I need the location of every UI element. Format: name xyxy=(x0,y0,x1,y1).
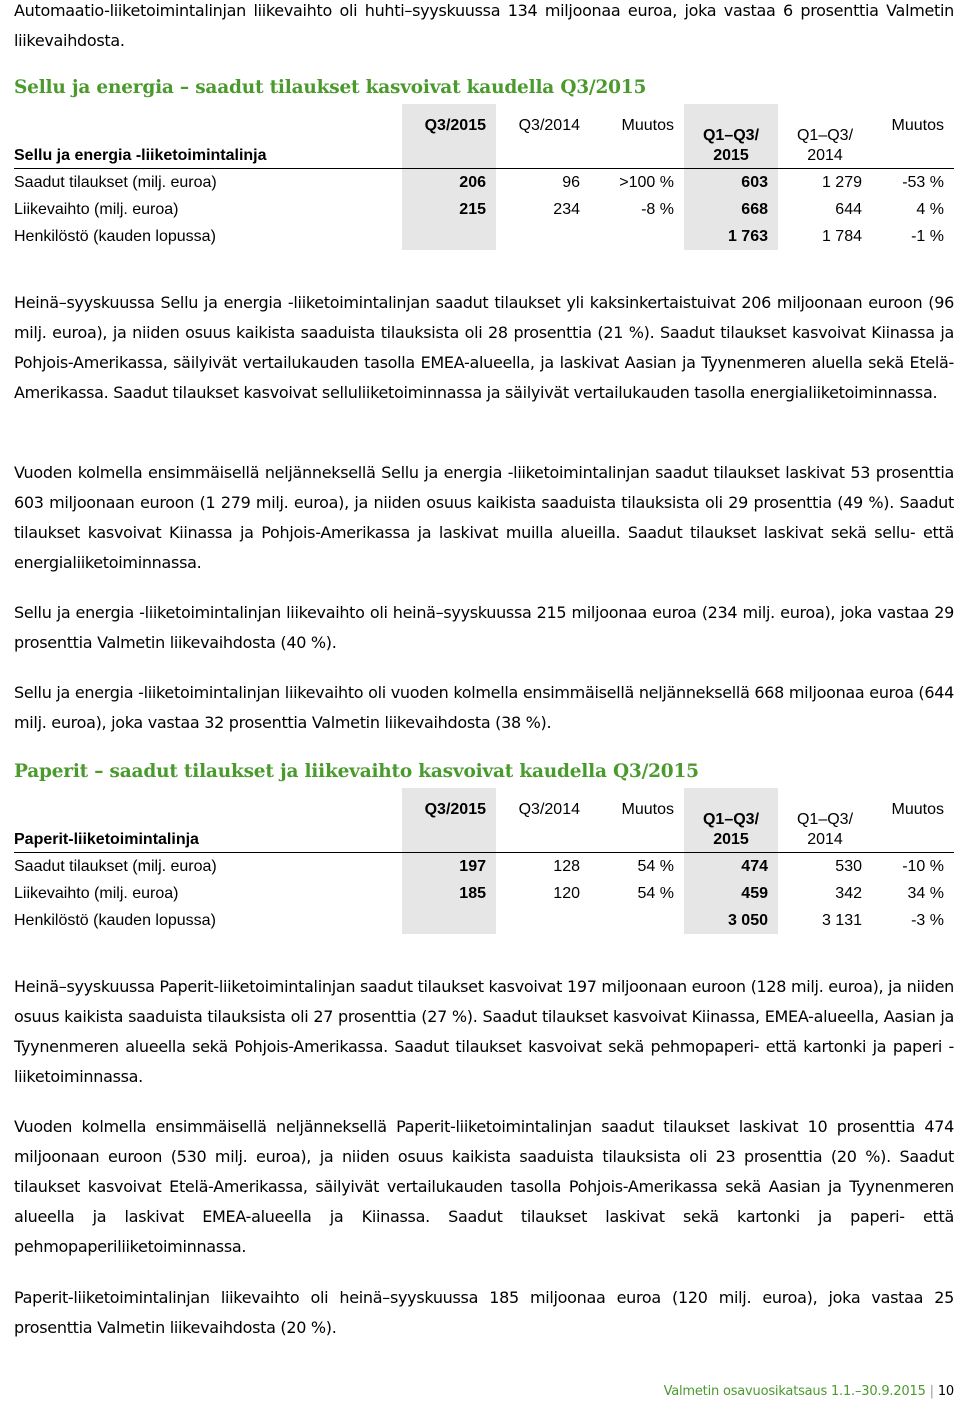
cell xyxy=(590,907,684,934)
section-heading-paperit: Paperit – saadut tilaukset ja liikevaihto kasvoivat kaudella Q3/2015 xyxy=(14,761,699,782)
cell: 3 050 xyxy=(684,907,778,934)
cell: 668 xyxy=(684,196,778,223)
table-row xyxy=(14,223,954,250)
page-footer xyxy=(14,1384,954,1399)
col-header: Q3/2014 xyxy=(518,117,580,134)
cell: 54 % xyxy=(590,853,684,881)
sellu-paragraph-2: Vuoden kolmella ensimmäisellä neljänneksellä Sellu ja energia -liiketoimintalinjan saadut tilaukset laskivat 53 prosenttia 603 miljoonaan euroon (1 279 milj. euroa), ja niiden osuus kaikista saaduista tilauksista oli 29 prosenttia (49 %). Saadut tilaukset kasvoivat Kiinassa ja Pohjois-Amerikassa ja laskivat muilla alueilla. Saadut tilaukset laskivat sekä sellu- että energialiiketoiminnassa. xyxy=(14,463,954,572)
col-header: Muutos xyxy=(621,117,674,134)
row-label: Saadut tilaukset (milj. euroa) xyxy=(14,169,402,197)
paperit-paragraph-1: Heinä–syyskuussa Paperit-liiketoimintalinjan saadut tilaukset kasvoivat 197 miljoonaan euroon (128 milj. euroa), ja niiden osuus kaikista saaduista tilauksista oli 27 prosenttia (27 %). Saadut tilaukset kasvoivat Kiinassa, EMEA-alueella, Aasian ja Tyynenmeren alueella sekä Pohjois-Amerikassa. Saadut tilaukset kasvoivat sekä pehmopaperi- että kartonki ja paperi -liiketoiminnassa. xyxy=(14,977,954,1086)
cell: 603 xyxy=(684,169,778,197)
cell: 530 xyxy=(778,853,872,881)
table-header-row xyxy=(14,788,954,853)
cell: 128 xyxy=(496,853,590,881)
footer-separator: | xyxy=(929,1384,934,1399)
cell: 234 xyxy=(553,200,580,218)
cell xyxy=(496,907,590,934)
cell: 644 xyxy=(835,200,862,218)
sellu-paragraph-4: Sellu ja energia -liiketoimintalinjan liikevaihto oli vuoden kolmella ensimmäisellä neljänneksellä 668 miljoonaa euroa (644 milj. euroa), joka vastaa 32 prosenttia Valmetin liikevaihdosta (38 %). xyxy=(14,683,954,732)
cell: 3 131 xyxy=(821,911,862,929)
paperit-table xyxy=(14,788,954,934)
row-label: Henkilöstö (kauden lopussa) xyxy=(14,911,216,929)
table-row xyxy=(14,196,954,223)
cell xyxy=(402,907,496,934)
cell: 54 % xyxy=(637,884,674,902)
report-title: Valmetin osavuosikatsaus 1.1.–30.9.2015 xyxy=(663,1384,926,1399)
cell xyxy=(496,223,590,250)
page-number: 10 xyxy=(937,1384,954,1399)
cell: 342 xyxy=(835,884,862,902)
row-label: Henkilöstö (kauden lopussa) xyxy=(14,227,216,245)
cell: -8 % xyxy=(641,200,674,218)
col-header: Muutos xyxy=(891,117,944,134)
table-row xyxy=(14,169,954,197)
table-row xyxy=(14,907,954,934)
cell: -10 % xyxy=(872,853,954,881)
sellu-paragraph-3: Sellu ja energia -liiketoimintalinjan liikevaihto oli heinä–syyskuussa 215 miljoonaa euroa (234 milj. euroa), joka vastaa 29 prosenttia Valmetin liikevaihdosta (40 %). xyxy=(14,603,954,652)
cell xyxy=(590,223,684,250)
cell: -53 % xyxy=(872,169,954,197)
section-heading-sellu: Sellu ja energia – saadut tilaukset kasvoivat kaudella Q3/2015 xyxy=(14,77,647,98)
col-header: Q1–Q3/ 2014 xyxy=(796,811,854,848)
cell: 215 xyxy=(402,196,496,223)
col-header: Muutos xyxy=(891,801,944,818)
cell: 459 xyxy=(684,880,778,907)
col-header: Q1–Q3/ 2015 xyxy=(684,788,778,853)
sellu-table xyxy=(14,104,954,250)
cell: >100 % xyxy=(590,169,684,197)
cell: 96 xyxy=(496,169,590,197)
cell: 474 xyxy=(684,853,778,881)
paperit-paragraph-2: Vuoden kolmella ensimmäisellä neljänneksellä Paperit-liiketoimintalinjan saadut tilaukset laskivat 10 prosenttia 474 miljoonaan euroon (530 milj. euroa), ja niiden osuus kaikista saaduista tilauksista oli 23 prosenttia (20 %). Saadut tilaukset kasvoivat Etelä-Amerikassa, säilyivät vertailukauden tasolla Pohjois-Amerikassa sekä Aasian ja Tyynenmeren alueella ja laskivat EMEA-alueella ja Kiinassa. Saadut tilaukset laskivat sekä kartonki ja paperi- että pehmopaperiliiketoiminnassa. xyxy=(14,1117,954,1256)
cell: -3 % xyxy=(911,911,944,929)
table-row xyxy=(14,853,954,881)
cell: 1 279 xyxy=(778,169,872,197)
cell: 4 % xyxy=(916,200,944,218)
cell xyxy=(402,223,496,250)
table-row xyxy=(14,880,954,907)
col-header: Q3/2014 xyxy=(518,801,580,818)
cell: 120 xyxy=(553,884,580,902)
row-label: Saadut tilaukset (milj. euroa) xyxy=(14,853,402,881)
cell: 34 % xyxy=(907,884,944,902)
table-title: Sellu ja energia -liiketoimintalinja xyxy=(14,147,267,164)
cell: 1 763 xyxy=(684,223,778,250)
table-header-row xyxy=(14,104,954,169)
col-header: Q1–Q3/ 2015 xyxy=(684,104,778,169)
col-header: Q3/2015 xyxy=(402,788,496,853)
intro-paragraph: Automaatio-liiketoimintalinjan liikevaihto oli huhti–syyskuussa 134 miljoonaa euroa, joka vastaa 6 prosenttia Valmetin liikevaihdosta. xyxy=(14,1,954,50)
col-header: Q1–Q3/ 2014 xyxy=(796,127,854,164)
cell: 185 xyxy=(402,880,496,907)
paperit-paragraph-3: Paperit-liiketoimintalinjan liikevaihto oli heinä–syyskuussa 185 miljoonaa euroa (120 milj. euroa), joka vastaa 25 prosenttia Valmetin liikevaihdosta (20 %). xyxy=(14,1288,954,1337)
col-header: Q3/2015 xyxy=(402,104,496,169)
row-label: Liikevaihto (milj. euroa) xyxy=(14,200,179,218)
row-label: Liikevaihto (milj. euroa) xyxy=(14,884,179,902)
col-header: Muutos xyxy=(621,801,674,818)
sellu-paragraph-1: Heinä–syyskuussa Sellu ja energia -liiketoimintalinjan saadut tilaukset yli kaksinkertaistuivat 206 miljoonaan euroon (96 milj. euroa), ja niiden osuus kaikista saaduista tilauksista oli 28 prosenttia (21 %). Saadut tilaukset kasvoivat Kiinassa ja Pohjois-Amerikassa, säilyivät vertailukauden tasolla EMEA-alueella, ja laskivat Aasian ja Tyynenmeren aluella sekä Etelä-Amerikassa. Saadut tilaukset kasvoivat selluliiketoiminnassa ja säilyivät vertailukauden tasolla energialiiketoiminnassa. xyxy=(14,293,954,402)
cell: 1 784 xyxy=(821,227,862,245)
table-title: Paperit-liiketoimintalinja xyxy=(14,831,199,848)
cell: 206 xyxy=(402,169,496,197)
cell: -1 % xyxy=(911,227,944,245)
cell: 197 xyxy=(402,853,496,881)
